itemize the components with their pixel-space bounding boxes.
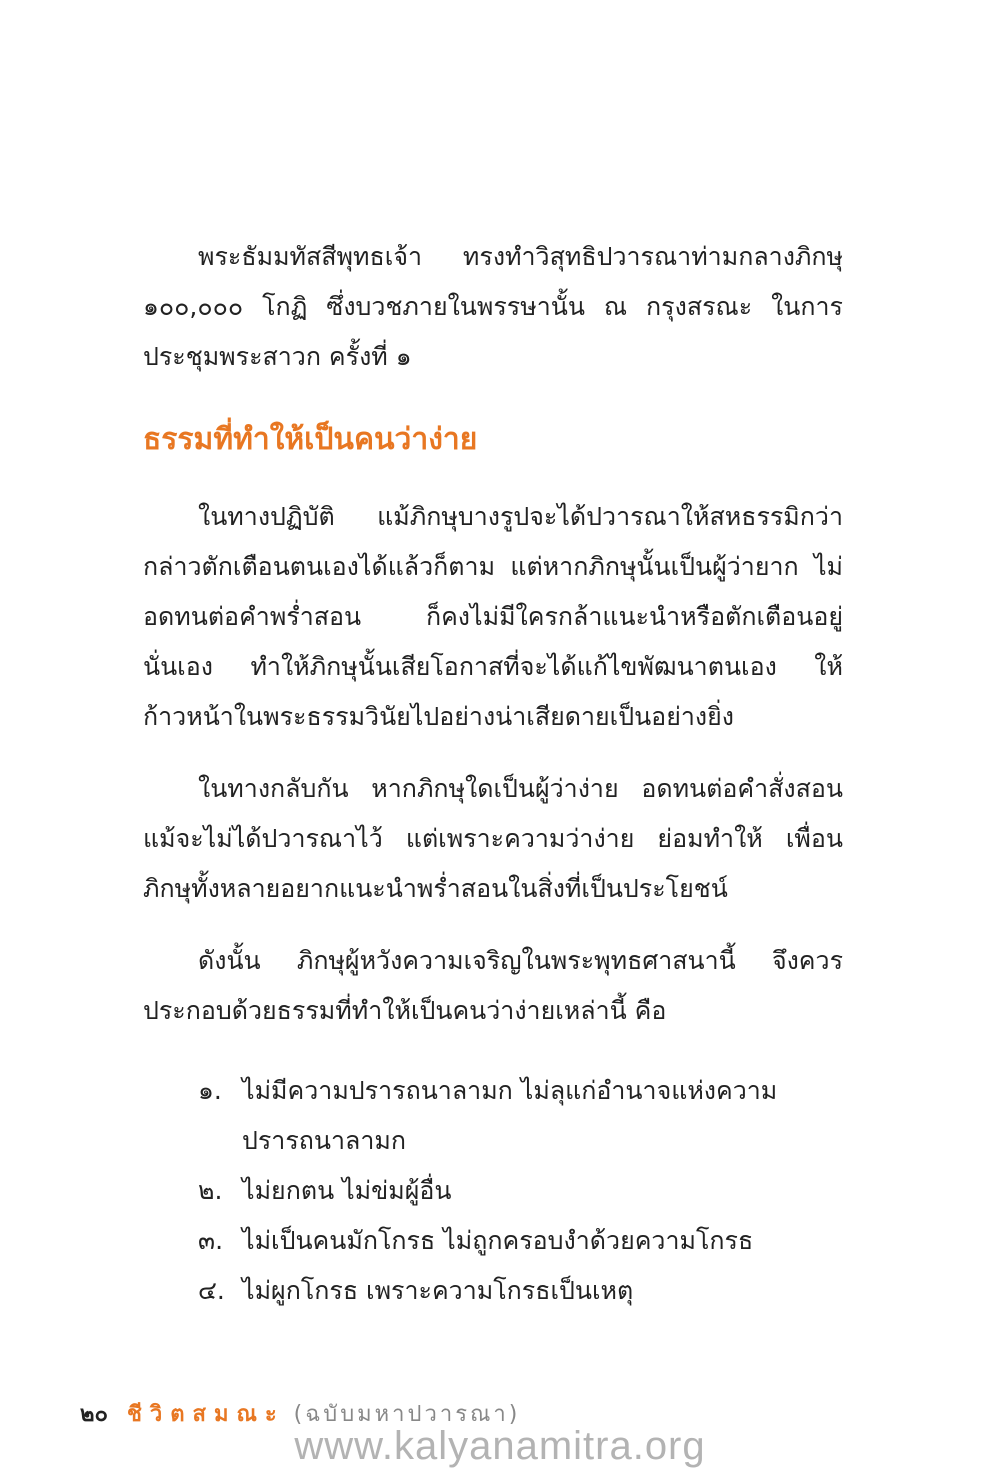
paragraph-spacer: [143, 742, 843, 764]
list-number: ๒.: [198, 1176, 223, 1205]
list-text: ไม่มีความปรารถนาลามก ไม่ลุแก่อำนาจแห่งความปรารถนาลามก: [242, 1076, 778, 1155]
book-title: ชีวิตสมณะ: [126, 1402, 285, 1427]
list-item: [198, 1166, 843, 1216]
paragraph-spacer: [143, 914, 843, 936]
watermark-url: www.kalyanamitra.org: [294, 1424, 706, 1468]
paragraph-2: ในทางกลับกัน หากภิกษุใดเป็นผู้ว่าง่าย อดทนต่อคำสั่งสอน แม้จะไม่ได้ปวารณาไว้ แต่เพราะความว่าง่าย ย่อมทำให้ เพื่อนภิกษุทั้งหลายอยากแนะนำพร่ำสอนในสิ่งที่เป็นประโยชน์: [143, 774, 843, 903]
list-number: ๔.: [198, 1276, 225, 1305]
section-heading: ธรรมที่ทำให้เป็นคนว่าง่าย: [143, 422, 478, 457]
intro-paragraph: พระธัมมทัสสีพุทธเจ้า ทรงทำวิสุทธิปวารณาท่ามกลางภิกษุ ๑๐๐,๐๐๐ โกฏิ ซึ่งบวชภายในพรรษานั้น ณ กรุงสรณะ ในการประชุมพระสาวก ครั้งที่ ๑: [143, 242, 843, 371]
list-text: ไม่ยกตน ไม่ข่มผู้อื่น: [242, 1176, 452, 1205]
list-item: [198, 1216, 843, 1266]
paragraph-1: ในทางปฏิบัติ แม้ภิกษุบางรูปจะได้ปวารณาให้สหธรรมิกว่ากล่าวตักเตือนตนเองได้แล้วก็ตาม แต่หากภิกษุนั้นเป็นผู้ว่ายาก ไม่อดทนต่อคำพร่ำสอน ก็คงไม่มีใครกล้าแนะนำหรือตักเตือนอยู่นั่นเอง ทำให้ภิกษุนั้นเสียโอกาสที่จะได้แก้ไขพัฒนาตนเอง ให้ก้าวหน้าในพระธรรมวินัยไปอย่างน่าเสียดายเป็นอย่างยิ่ง: [143, 502, 843, 731]
list-text: ไม่เป็นคนมักโกรธ ไม่ถูกครอบงำด้วยความโกรธ: [242, 1226, 754, 1255]
page-number: ๒๐: [80, 1402, 108, 1427]
list-item: [198, 1266, 843, 1316]
list-number: ๓.: [198, 1226, 224, 1255]
book-subtitle: (ฉบับมหาปวารณา): [293, 1402, 521, 1427]
list-item: [198, 1066, 843, 1166]
list-number: ๑.: [198, 1076, 222, 1105]
paragraph-3: ดังนั้น ภิกษุผู้หวังความเจริญในพระพุทธศาสนานี้ จึงควรประกอบด้วยธรรมที่ทำให้เป็นคนว่าง่ายเหล่านี้ คือ: [143, 946, 843, 1025]
page-content: [143, 232, 843, 1316]
list-text: ไม่ผูกโกรธ เพราะความโกรธเป็นเหตุ: [242, 1276, 634, 1305]
dhamma-list: [198, 1066, 843, 1316]
